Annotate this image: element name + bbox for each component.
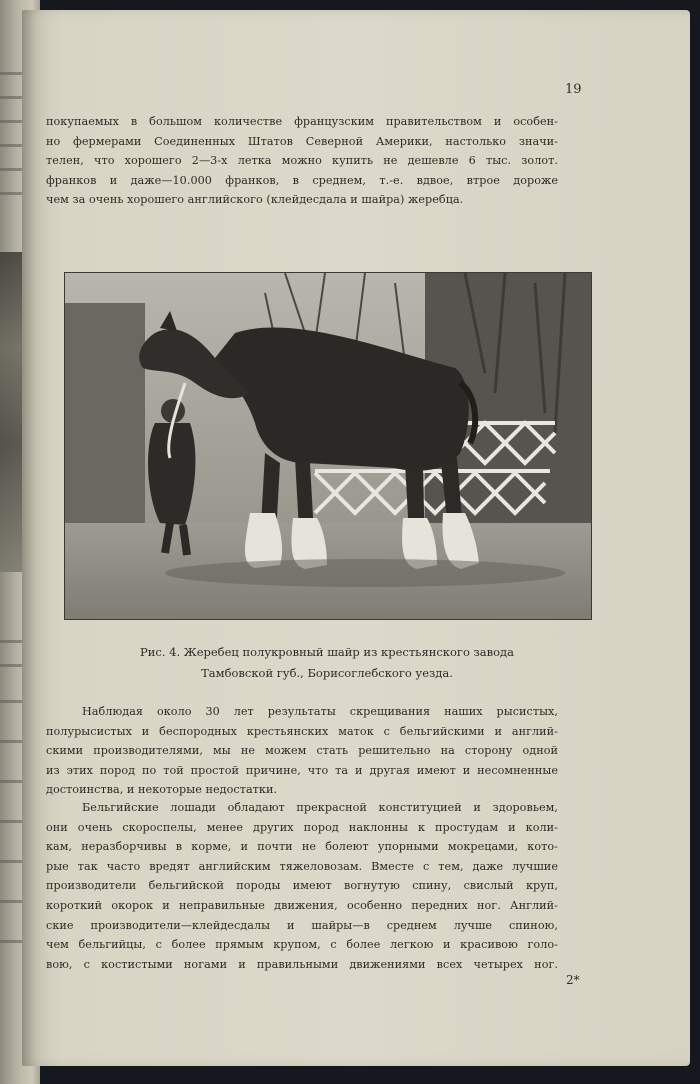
text-line: полурысистых и беспородных крестьянских маток с бельгийскими и англий- bbox=[46, 724, 558, 738]
figure-caption bbox=[92, 642, 562, 684]
text-line: рые так часто вредят английским тяжеловозам. Вместе с тем, даже лучшие bbox=[46, 859, 558, 873]
text-line: кам, неразборчивы в корме, и почти не болеют упорными мокрецами, кото- bbox=[46, 840, 558, 854]
text-line: франков и даже—10.000 франков, в среднем, т.-е. вдвое, втрое дороже bbox=[46, 173, 558, 187]
text-line: вою, с костистыми ногами и правильными движениями всех четырех ног. bbox=[46, 957, 558, 971]
text-line: покупаемых в большом количестве французским правительством и особен- bbox=[46, 115, 558, 128]
text-line: они очень скороспелы, менее других пород наклонны к простудам и коли- bbox=[46, 820, 558, 834]
text-line: чем за очень хорошего английского (клейдесдала и шайра) жеребца. bbox=[46, 193, 464, 207]
text-line: достоинства, и некоторые недостатки. bbox=[46, 783, 278, 797]
text-line: производители бельгийской породы имеют вогнутую спину, свислый круп, bbox=[46, 879, 558, 893]
text-line: из этих пород по той простой причине, что та и другая имеют и несомненные bbox=[46, 763, 558, 777]
text-line: короткий окорок и неправильные движения, особенно передних ног. Англий- bbox=[46, 898, 558, 912]
paragraph-2 bbox=[46, 702, 558, 800]
caption-line: Тамбовской губ., Борисоглебского уезда. bbox=[201, 666, 453, 680]
text-line: ские производители—клейдесдалы и шайры—в среднем лучше спиною, bbox=[46, 918, 558, 932]
paragraph-3 bbox=[46, 798, 558, 974]
caption-line: Рис. 4. Жеребец полукровный шайр из крестьянского завода bbox=[140, 645, 514, 659]
signature-mark: 2* bbox=[566, 973, 580, 987]
text-line: телен, что хорошего 2—3-х летка можно купить не дешевле 6 тыс. золот. bbox=[46, 154, 558, 168]
figure-photo-horse bbox=[64, 272, 592, 620]
text-line: но фермерами Соединенных Штатов Северной Америки, настолько значи- bbox=[46, 134, 558, 148]
horse-photo-illustration bbox=[65, 273, 591, 619]
book-page bbox=[22, 10, 690, 1066]
text-line: Бельгийские лошади обладают прекрасной конституцией и здоровьем, bbox=[82, 801, 558, 814]
paragraph-top bbox=[46, 112, 558, 210]
text-line: скими производителями, мы не можем стать решительно на сторону одной bbox=[46, 744, 558, 758]
text-line: чем бельгийцы, с более прямым крупом, с более легкою и красивою голо- bbox=[46, 938, 558, 952]
page-number: 19 bbox=[565, 82, 582, 97]
text-line: Наблюдая около 30 лет результаты скрещивания наших рысистых, bbox=[82, 705, 558, 718]
